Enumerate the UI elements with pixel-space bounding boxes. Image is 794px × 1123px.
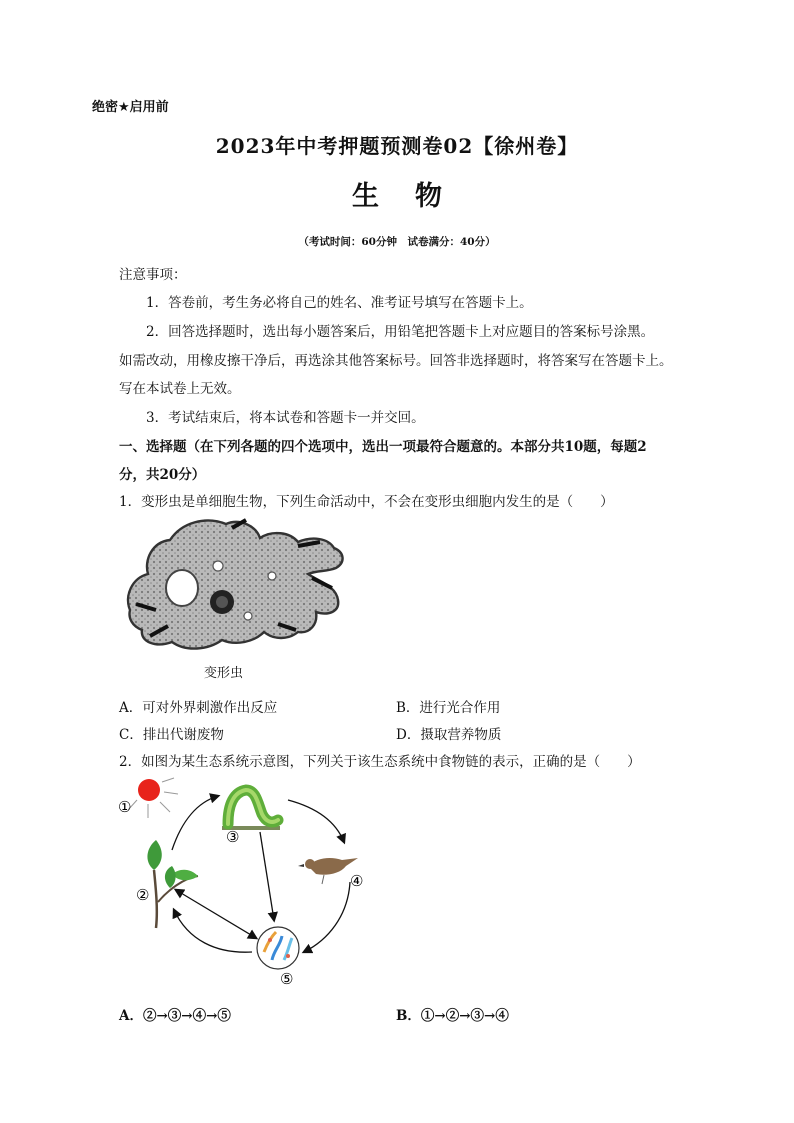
q1-option-a: A．可对外界刺激作出反应 xyxy=(119,700,278,716)
label-2: ② xyxy=(136,886,150,904)
decomposer-icon xyxy=(257,927,299,969)
note-item-2-cont: 如需改动，用橡皮擦干净后，再选涂其他答案标号。回答非选择题时，将答案写在答题卡上。 xyxy=(119,353,673,369)
notes-heading: 注意事项： xyxy=(119,267,187,283)
label-4: ④ xyxy=(350,872,364,890)
section-heading-cont: 分，共20分） xyxy=(119,467,206,483)
subject-title xyxy=(0,174,794,213)
ecosystem-diagram xyxy=(112,770,382,992)
plant-icon xyxy=(147,840,198,928)
bird-icon xyxy=(298,858,358,884)
subject-char-2: 物 xyxy=(415,181,442,212)
q2-option-a: A．②→③→④→⑤ xyxy=(119,1008,231,1024)
note-item-2: 2．回答选择题时，选出每小题答案后，用铅笔把答题卡上对应题目的答案标号涂黑。 xyxy=(146,324,655,340)
question-2-stem: 2．如图为某生态系统示意图，下列关于该生态系统中食物链的表示，正确的是（ ） xyxy=(119,754,641,770)
note-item-3: 3．考试结束后，将本试卷和答题卡一并交回。 xyxy=(146,410,425,426)
label-3: ③ xyxy=(226,828,240,846)
amoeba-figure xyxy=(122,512,350,660)
label-1: ① xyxy=(118,798,132,816)
subject-char-1: 生 xyxy=(352,181,379,212)
q1-option-c: C．排出代谢废物 xyxy=(119,727,224,743)
q2-option-b: B．①→②→③→④ xyxy=(396,1008,509,1024)
section-heading: 一、选择题（在下列各题的四个选项中，选出一项最符合题意的。本部分共10题，每题2 xyxy=(119,439,647,455)
sun-icon xyxy=(128,778,178,818)
q1-option-b: B．进行光合作用 xyxy=(396,700,501,716)
confidential-mark: 绝密★启用前 xyxy=(92,100,169,115)
label-5: ⑤ xyxy=(280,970,294,988)
question-1-stem: 1．变形虫是单细胞生物，下列生命活动中，不会在变形虫细胞内发生的是（ ） xyxy=(119,494,614,510)
caterpillar-icon xyxy=(222,790,280,828)
note-item-1: 1．答卷前，考生务必将自己的姓名、准考证号填写在答题卡上。 xyxy=(146,295,533,311)
q1-option-d: D．摄取营养物质 xyxy=(396,727,502,743)
note-item-2-end: 写在本试卷上无效。 xyxy=(119,381,241,397)
amoeba-caption: 变形虫 xyxy=(204,666,244,681)
exam-info: （考试时间：60分钟 试卷满分：40分） xyxy=(298,236,496,248)
exam-title: 2023年中考押题预测卷02【徐州卷】 xyxy=(215,134,579,158)
